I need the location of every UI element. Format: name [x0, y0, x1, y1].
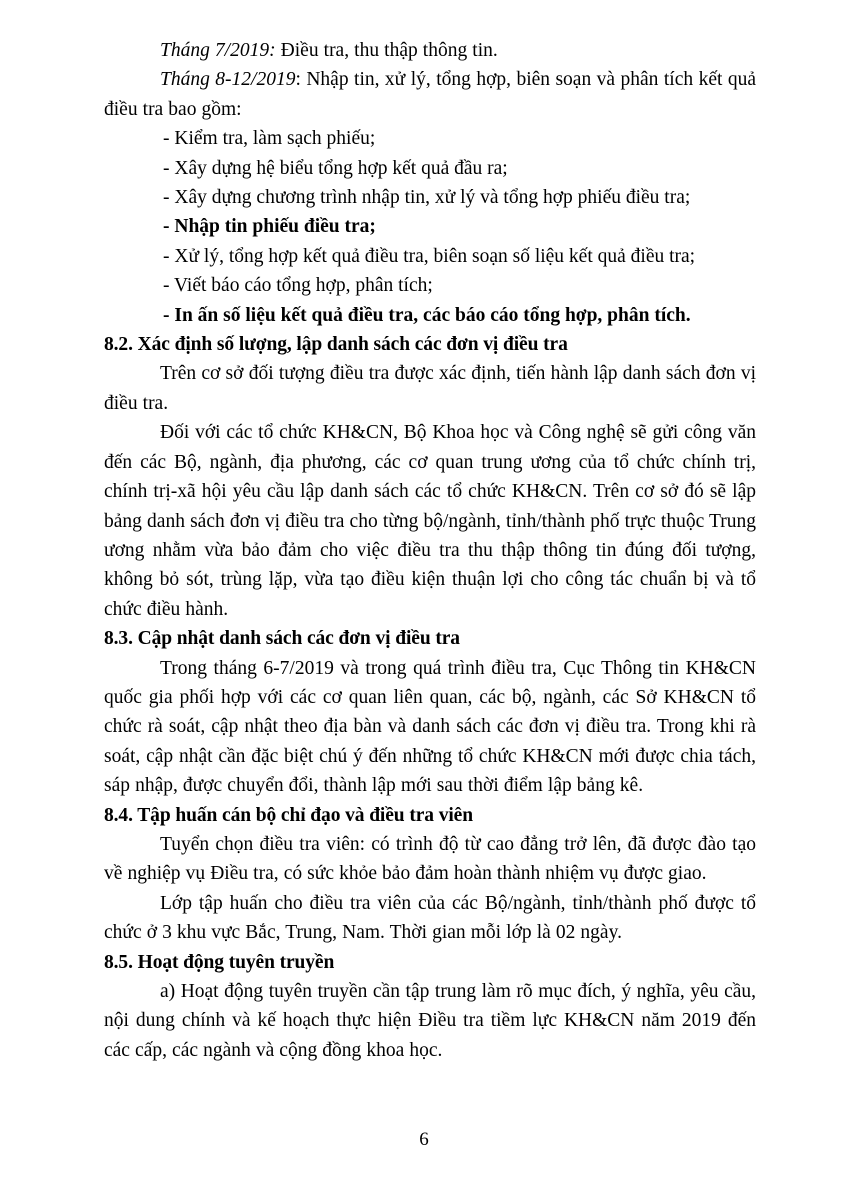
list-item: - Nhập tin phiếu điều tra; [163, 216, 376, 238]
schedule-text-july: Điều tra, thu thập thông tin. [275, 40, 498, 61]
page-content [104, 36, 756, 1065]
list-item: - Viết báo cáo tổng hợp, phân tích; [163, 275, 433, 297]
list-item: - Kiểm tra, làm sạch phiếu; [163, 128, 376, 150]
section-8-4-paragraph-1: Tuyển chọn điều tra viên: có trình độ từ cao đẳng trở lên, đã được đào tạo về nghiệp vụ Điều tra, có sức khỏe bảo đảm hoàn thành nhiệm vụ được giao. [104, 833, 756, 885]
section-heading-8-4: 8.4. Tập huấn cán bộ chỉ đạo và điều tra viên [104, 804, 473, 826]
page-number: 6 [419, 1129, 429, 1150]
section-heading-8-5: 8.5. Hoạt động tuyên truyền [104, 951, 335, 973]
list-item: - Xây dựng chương trình nhập tin, xử lý và tổng hợp phiếu điều tra; [163, 187, 691, 209]
task-list [104, 124, 756, 330]
section-heading-8-2: 8.2. Xác định số lượng, lập danh sách các đơn vị điều tra [104, 334, 568, 356]
list-item: - Xây dựng hệ biểu tổng hợp kết quả đầu ra; [163, 157, 508, 179]
schedule-text-aug-dec: : Nhập tin, xử lý, tổng hợp, biên soạn và phân tích kết quả điều tra bao gồm: [104, 69, 756, 120]
list-item: - In ấn số liệu kết quả điều tra, các báo cáo tổng hợp, phân tích. [163, 304, 691, 326]
schedule-line-july [104, 36, 756, 65]
schedule-line-aug-dec [104, 65, 756, 124]
section-heading-8-3: 8.3. Cập nhật danh sách các đơn vị điều tra [104, 628, 460, 650]
section-8-2-paragraph-2: Đối với các tổ chức KH&CN, Bộ Khoa học và Công nghệ sẽ gửi công văn đến các Bộ, ngành, địa phương, các cơ quan trung ương của tổ chức chính trị, chính trị-xã hội yêu cầu lập danh sách các tổ chức KH&CN. Trên cơ sở đó sẽ lập bảng danh sách đơn vị điều tra cho từng bộ/ngành, tỉnh/thành phố trực thuộc Trung ương nhằm vừa bảo đảm cho việc điều tra thu thập thông tin đúng đối tượng, không bỏ sót, trùng lặp, vừa tạo điều kiện thuận lợi cho công tác chuẩn bị và tổ chức điều hành. [104, 422, 756, 620]
section-8-5-paragraph-1: a) Hoạt động tuyên truyền cần tập trung làm rõ mục đích, ý nghĩa, yêu cầu, nội dung chính và kế hoạch thực hiện Điều tra tiềm lực KH&CN năm 2019 đến các cấp, các ngành và cộng đồng khoa học. [104, 981, 756, 1061]
section-8-4-paragraph-2: Lớp tập huấn cho điều tra viên của các Bộ/ngành, tỉnh/thành phố được tổ chức ở 3 khu vực Bắc, Trung, Nam. Thời gian mỗi lớp là 02 ngày. [104, 892, 756, 944]
schedule-label-aug-dec: Tháng 8-12/2019 [160, 69, 296, 91]
section-8-2-paragraph-1: Trên cơ sở đối tượng điều tra được xác định, tiến hành lập danh sách đơn vị điều tra. [104, 363, 756, 414]
section-8-3-paragraph-1: Trong tháng 6-7/2019 và trong quá trình điều tra, Cục Thông tin KH&CN quốc gia phối hợp với các cơ quan liên quan, các bộ, ngành, các Sở KH&CN tổ chức rà soát, cập nhật theo địa bàn và danh sách các đơn vị điều tra. Trong khi rà soát, cập nhật cần đặc biệt chú ý đến những tổ chức KH&CN mới được chia tách, sáp nhập, được chuyển đổi, thành lập mới sau thời điểm lập bảng kê. [104, 657, 756, 797]
schedule-label-july: Tháng 7/2019: [160, 40, 276, 61]
list-item: - Xử lý, tổng hợp kết quả điều tra, biên soạn số liệu kết quả điều tra; [163, 245, 696, 267]
